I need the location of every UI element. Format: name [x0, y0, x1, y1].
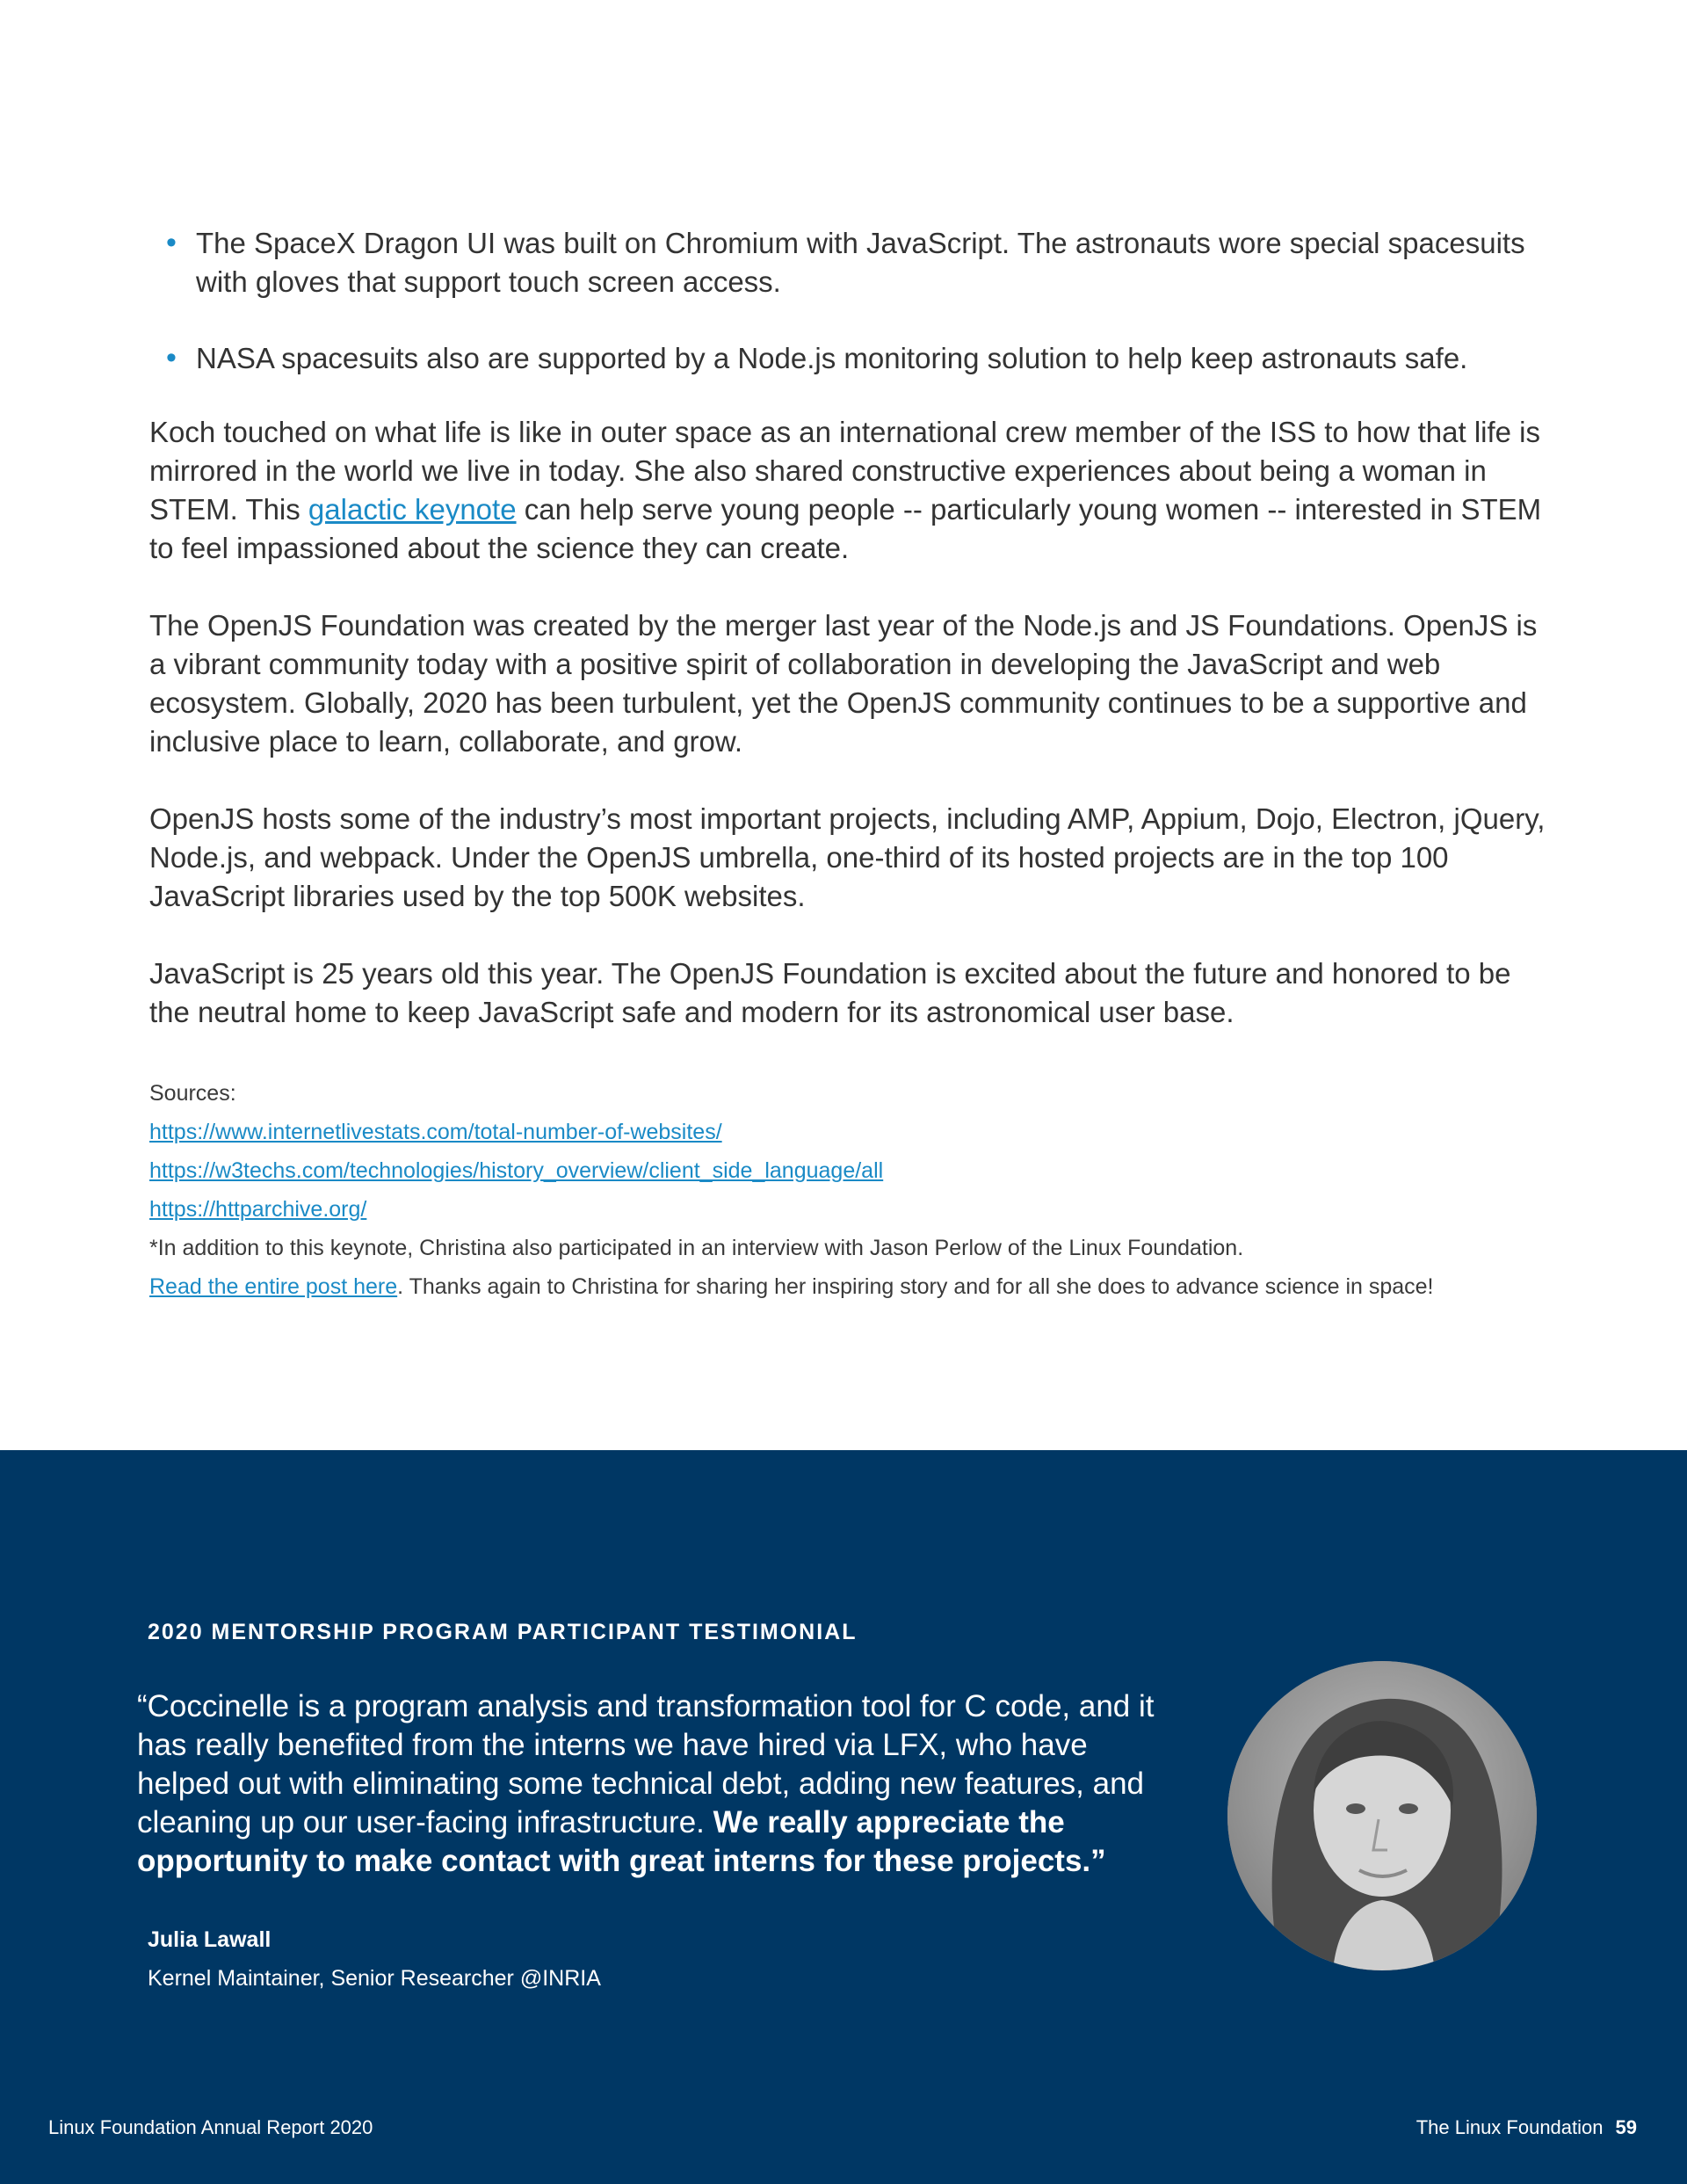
paragraph-text: can help serve young people -- particularly young women -- interested in STEM to feel impassioned about the science they can create. — [149, 493, 1542, 564]
footer-report-title: Linux Foundation Annual Report 2020 — [48, 2116, 373, 2138]
testimonial-quote — [137, 1687, 1174, 1881]
footer-org: The Linux Foundation — [1415, 2116, 1604, 2138]
author-role: Kernel Maintainer, Senior Researcher @INRIA — [148, 1966, 601, 1991]
article-body — [149, 224, 1546, 1306]
footer-right — [1416, 2116, 1637, 2139]
read-more-line — [149, 1267, 1546, 1306]
read-post-link[interactable]: Read the entire post here — [149, 1274, 398, 1299]
paragraph-openjs-foundation: The OpenJS Foundation was created by the merger last year of the Node.js and JS Foundations. OpenJS is a vibrant community today with a positive spirit of collaboration in developing the JavaScript and web ecosystem. Globally, 2020 has been turbulent, yet the OpenJS community continues to be a supportive and inclusive place to learn, collaborate, and grow. — [149, 609, 1538, 758]
testimonial-kicker: 2020 MENTORSHIP PROGRAM PARTICIPANT TESTIMONIAL — [148, 1620, 858, 1644]
read-more-text: . Thanks again to Christina for sharing her inspiring story and for all she does to advance science in space! — [397, 1274, 1434, 1299]
page-number: 59 — [1615, 2116, 1637, 2138]
paragraph-openjs-projects: OpenJS hosts some of the industry’s most important projects, including AMP, Appium, Dojo, Electron, jQuery, Node.js, and webpack. Under the OpenJS umbrella, one-third of its hosted projects are in the top 100 JavaScript libraries used by the top 500K websites. — [149, 802, 1546, 912]
galactic-keynote-link[interactable]: galactic keynote — [308, 493, 517, 526]
sources-note: *In addition to this keynote, Christina also participated in an interview with Jason Perlow of the Linux Foundation. — [149, 1236, 1244, 1260]
author-name: Julia Lawall — [148, 1927, 272, 1952]
source-link[interactable]: https://httparchive.org/ — [149, 1197, 367, 1222]
paragraph-javascript-age: JavaScript is 25 years old this year. The OpenJS Foundation is excited about the future and honored to be the neutral home to keep JavaScript safe and modern for its astronomical user base. — [149, 957, 1511, 1028]
source-link[interactable]: https://w3techs.com/technologies/history_overview/client_side_language/all — [149, 1158, 884, 1183]
author-photo — [1227, 1661, 1537, 1970]
bullet-list — [149, 224, 1546, 378]
list-item: • NASA spacesuits also are supported by a Node.js monitoring solution to help keep astronauts safe. — [196, 339, 1546, 378]
testimonial-band — [0, 1450, 1687, 2184]
list-item: • The SpaceX Dragon UI was built on Chromium with JavaScript. The astronauts wore special spacesuits with gloves that support touch screen access. — [196, 224, 1546, 301]
paragraph-koch — [149, 413, 1546, 568]
sources-block — [149, 1074, 1546, 1306]
sources-label: Sources: — [149, 1081, 236, 1106]
quote-text: “Coccinelle is a program analysis and transformation tool for C code, and it has really benefited from the interns we have hired via LFX, who have helped out with eliminating some technical debt, adding new features, and cleaning up our user-facing infrastructure. — [137, 1689, 1155, 1839]
source-link[interactable]: https://www.internetlivestats.com/total-number-of-websites/ — [149, 1120, 722, 1144]
paragraph-text: Koch touched on what life is like in outer space as an international crew member of the ISS to how that life is mirrored in the world we live in today. She also shared constructive experiences about being a woman in STEM. This — [149, 416, 1541, 526]
portrait-image — [1227, 1661, 1537, 1970]
quote-emphasis: We really appreciate the opportunity to make contact with great interns for these projects.” — [137, 1805, 1106, 1878]
